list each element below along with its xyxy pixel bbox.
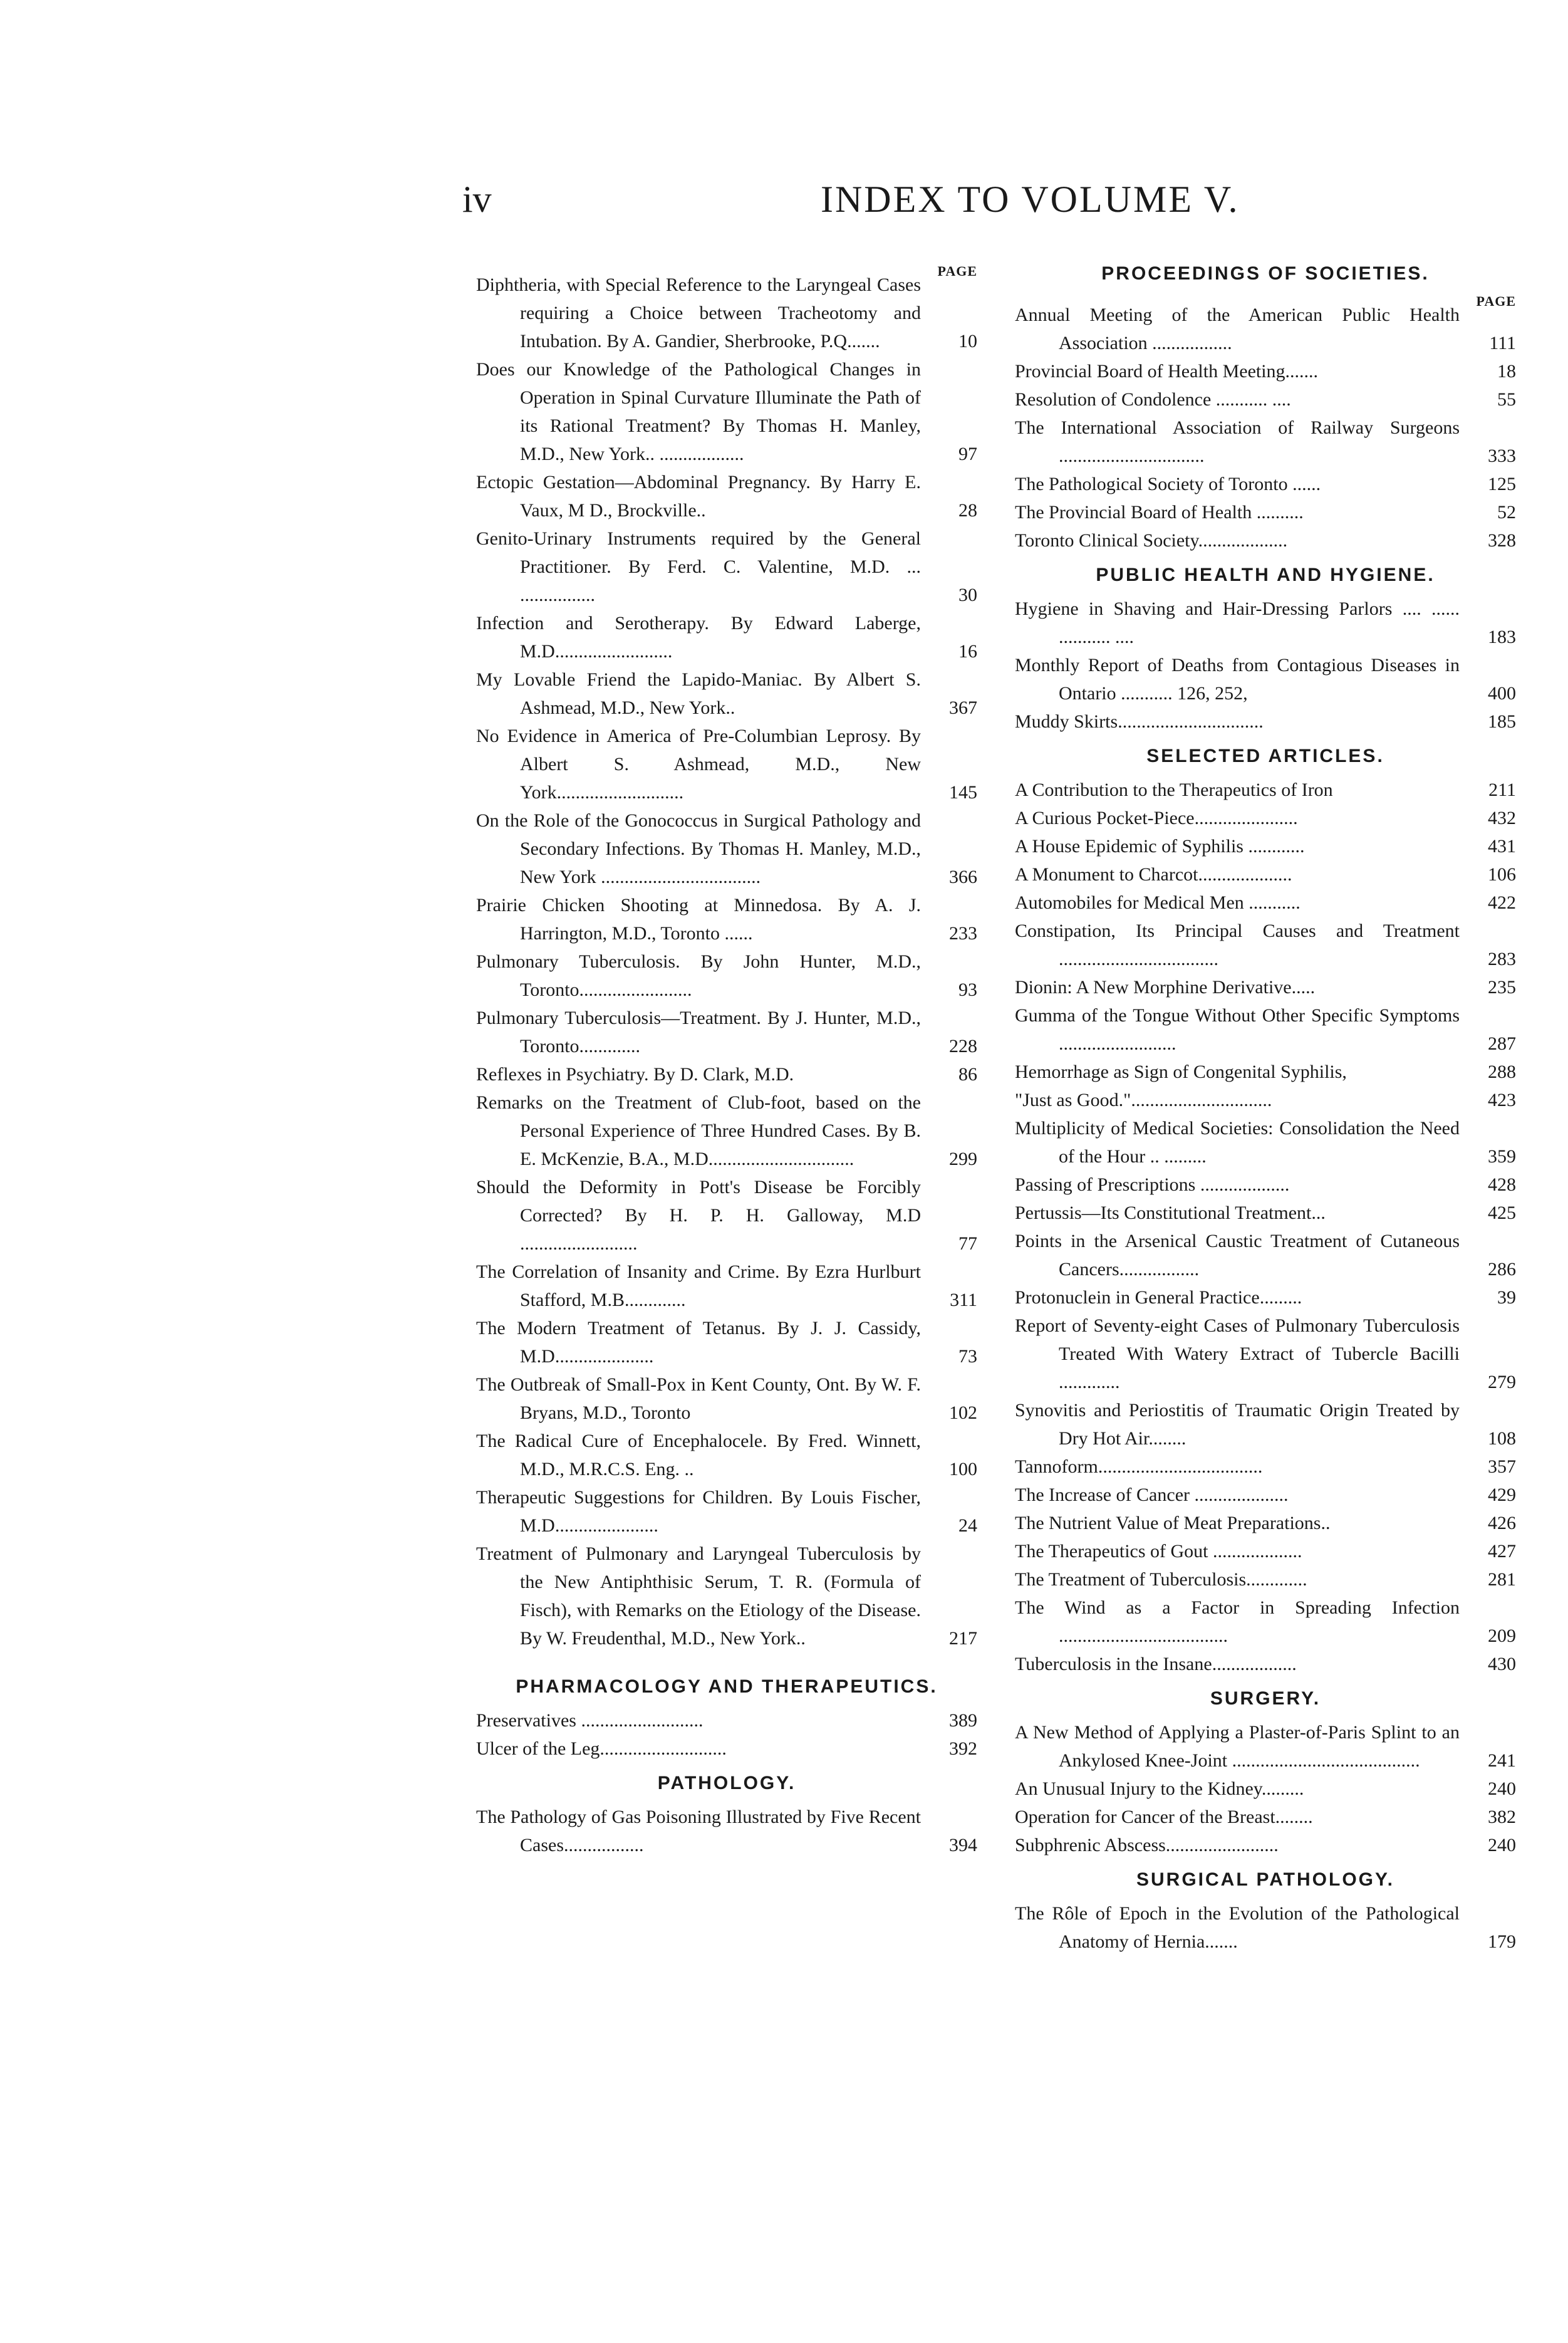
page-column-label-right: PAGE [1476, 293, 1516, 309]
surgery-entries [1015, 1718, 1516, 1859]
index-entry [476, 524, 977, 609]
entry-title: Pulmonary Tuberculosis. By John Hunter, M.D., Toronto........................ [476, 951, 921, 1000]
index-entry [1015, 595, 1516, 651]
index-entry [1015, 1453, 1516, 1481]
entry-title: A Curious Pocket-Piece...................... [1015, 808, 1298, 828]
entry-title: Should the Deformity in Pott's Disease be Forcibly Corrected? By H. P. H. Galloway, M.D ......................... [476, 1177, 921, 1254]
section-heading-pathology: PATHOLOGY. [657, 1773, 796, 1793]
index-entry [1015, 1086, 1516, 1114]
entry-page: 55 [1497, 389, 1516, 410]
index-entry [1015, 414, 1516, 470]
entry-page: 359 [1488, 1146, 1516, 1167]
entry-page: 382 [1488, 1807, 1516, 1827]
entry-title: The Rôle of Epoch in the Evolution of the Pathological Anatomy of Hernia....... [1015, 1903, 1460, 1952]
index-entry [476, 1540, 977, 1652]
entry-page: 425 [1488, 1203, 1516, 1223]
index-entry [1015, 1396, 1516, 1453]
section-heading-public-health: PUBLIC HEALTH AND HYGIENE. [1096, 565, 1435, 585]
entry-title: The Therapeutics of Gout ................... [1015, 1541, 1302, 1562]
entry-title: The Nutrient Value of Meat Preparations.. [1015, 1513, 1331, 1533]
entry-title: Diphtheria, with Special Reference to the Laryngeal Cases requiring a Choice between Tracheotomy and Intubation. By A. Gandier, Sherbrooke, P.Q....... [476, 274, 921, 352]
index-entry [1015, 1283, 1516, 1312]
index-entry [1015, 1831, 1516, 1859]
entry-page: 217 [949, 1628, 977, 1649]
page-column-label: PAGE [937, 263, 977, 279]
section-heading-proceedings: PROCEEDINGS OF SOCIETIES. [1101, 263, 1430, 284]
entry-title: Annual Meeting of the American Public Health Association ................. [1015, 305, 1460, 353]
index-entry [1015, 498, 1516, 526]
entry-page: 422 [1488, 892, 1516, 913]
entry-title: Tannoform................................... [1015, 1456, 1263, 1477]
left-entries [476, 271, 977, 1652]
index-entry [476, 1314, 977, 1370]
index-entry [476, 1483, 977, 1540]
entry-title: The Radical Cure of Encephalocele. By Fred. Winnett, M.D., M.R.C.S. Eng. .. [476, 1431, 921, 1479]
index-entry [1015, 357, 1516, 385]
entry-page: 73 [958, 1346, 977, 1367]
index-entry [1015, 1312, 1516, 1396]
section-heading-surgery: SURGERY. [1210, 1688, 1321, 1709]
index-entry [476, 1173, 977, 1258]
entry-page: 392 [949, 1738, 977, 1759]
entry-title: Constipation, Its Principal Causes and Treatment .................................. [1015, 921, 1460, 969]
entry-title: The International Association of Railway Surgeons ............................... [1015, 417, 1460, 466]
index-entry [1015, 1171, 1516, 1199]
index-entry [1015, 776, 1516, 804]
entry-title: Muddy Skirts............................... [1015, 711, 1264, 732]
section-heading-pharmacology: PHARMACOLOGY AND THERAPEUTICS. [516, 1676, 938, 1697]
index-entry [476, 1706, 977, 1735]
entry-title: Hygiene in Shaving and Hair-Dressing Parlors .... ...... ........... .... [1015, 598, 1460, 647]
entry-page: 389 [949, 1710, 977, 1731]
index-entry [1015, 1199, 1516, 1227]
index-entry [476, 1004, 977, 1060]
entry-page: 367 [949, 697, 977, 718]
entry-page: 233 [949, 923, 977, 944]
entry-page: 125 [1488, 474, 1516, 494]
entry-title: Preservatives .......................... [476, 1710, 704, 1731]
index-entry [476, 355, 977, 468]
pathology-entries [476, 1803, 977, 1859]
entry-page: 77 [958, 1233, 977, 1254]
entry-page: 52 [1497, 502, 1516, 523]
index-entry [476, 722, 977, 806]
entry-page: 432 [1488, 808, 1516, 828]
entry-page: 281 [1488, 1569, 1516, 1590]
entry-page: 30 [958, 585, 977, 605]
entry-page: 179 [1488, 1931, 1516, 1952]
entry-page: 430 [1488, 1654, 1516, 1674]
entry-page: 100 [949, 1459, 977, 1479]
index-entry [1015, 1058, 1516, 1086]
entry-title: The Outbreak of Small-Pox in Kent County, Ont. By W. F. Bryans, M.D., Toronto [476, 1374, 921, 1423]
entry-title: The Treatment of Tuberculosis............. [1015, 1569, 1307, 1590]
entry-title: Dionin: A New Morphine Derivative..... [1015, 977, 1316, 998]
entry-title: Passing of Prescriptions ................... [1015, 1174, 1290, 1195]
entry-title: A House Epidemic of Syphilis ............ [1015, 836, 1305, 857]
entry-page: 333 [1488, 446, 1516, 466]
index-entry [476, 1060, 977, 1088]
index-entry [1015, 1227, 1516, 1283]
entry-page: 394 [949, 1835, 977, 1855]
entry-page: 185 [1488, 711, 1516, 732]
entry-title: Pertussis—Its Constitutional Treatment... [1015, 1203, 1326, 1223]
entry-title: Hemorrhage as Sign of Congenital Syphilis, [1015, 1062, 1347, 1082]
index-entry [476, 609, 977, 665]
page-number: iv [462, 179, 492, 220]
index-entry [1015, 470, 1516, 498]
entry-page: 102 [949, 1402, 977, 1423]
entry-title: The Provincial Board of Health .......... [1015, 502, 1304, 523]
entry-page: 28 [958, 500, 977, 521]
entry-page: 24 [958, 1515, 977, 1536]
entry-title: Reflexes in Psychiatry. By D. Clark, M.D. [476, 1064, 794, 1085]
entry-page: 240 [1488, 1778, 1516, 1799]
entry-title: The Increase of Cancer .................... [1015, 1485, 1289, 1505]
entry-page: 287 [1488, 1033, 1516, 1054]
entry-page: 241 [1488, 1750, 1516, 1771]
index-entry [1015, 832, 1516, 860]
index-entry [476, 1803, 977, 1859]
index-entry [1015, 1775, 1516, 1803]
page-title: INDEX TO VOLUME V. [821, 179, 1240, 220]
index-entry [1015, 651, 1516, 707]
entry-page: 108 [1488, 1428, 1516, 1449]
index-entry [1015, 1114, 1516, 1171]
index-entry [476, 1370, 977, 1427]
entry-title: A Contribution to the Therapeutics of Iron [1015, 780, 1333, 800]
entry-title: On the Role of the Gonococcus in Surgical Pathology and Secondary Infections. By Thomas H. Manley, M.D., New York .................................. [476, 810, 921, 887]
entry-page: 428 [1488, 1174, 1516, 1195]
entry-page: 183 [1488, 627, 1516, 647]
index-entry [1015, 707, 1516, 736]
index-entry [1015, 1001, 1516, 1058]
entry-title: The Pathological Society of Toronto ...... [1015, 474, 1321, 494]
index-entry [1015, 889, 1516, 917]
entry-title: A Monument to Charcot.................... [1015, 864, 1292, 885]
right-column [1015, 263, 1516, 1956]
index-entry [1015, 973, 1516, 1001]
index-entry [476, 1735, 977, 1763]
left-column [476, 263, 977, 1859]
entry-page: 311 [950, 1290, 977, 1310]
index-entry [476, 271, 977, 355]
entry-title: Automobiles for Medical Men ........... [1015, 892, 1301, 913]
entry-title: Remarks on the Treatment of Club-foot, based on the Personal Experience of Three Hundred Cases. By B. E. McKenzie, B.A., M.D............................... [476, 1092, 921, 1169]
entry-page: 328 [1488, 530, 1516, 551]
index-entry [1015, 804, 1516, 832]
index-entry [476, 468, 977, 524]
entry-title: An Unusual Injury to the Kidney......... [1015, 1778, 1304, 1799]
entry-page: 86 [958, 1064, 977, 1085]
index-entry [476, 806, 977, 891]
entry-page: 240 [1488, 1835, 1516, 1855]
entry-title: Toronto Clinical Society................... [1015, 530, 1288, 551]
entry-page: 10 [958, 331, 977, 352]
entry-title: The Wind as a Factor in Spreading Infection .................................... [1015, 1597, 1460, 1646]
entry-title: Provincial Board of Health Meeting....... [1015, 361, 1319, 382]
entry-title: No Evidence in America of Pre-Columbian Leprosy. By Albert S. Ashmead, M.D., New York........................... [476, 726, 921, 803]
entry-title: Infection and Serotherapy. By Edward Laberge, M.D......................... [476, 613, 921, 662]
index-entry [476, 665, 977, 722]
index-entry [476, 947, 977, 1004]
entry-page: 106 [1488, 864, 1516, 885]
index-entry [1015, 1899, 1516, 1956]
index-entry [1015, 917, 1516, 973]
entry-title: Points in the Arsenical Caustic Treatment of Cutaneous Cancers................. [1015, 1231, 1460, 1280]
entry-page: 235 [1488, 977, 1516, 998]
index-entry [476, 891, 977, 947]
index-entry [1015, 1650, 1516, 1678]
index-entry [476, 1427, 977, 1483]
entry-page: 228 [949, 1036, 977, 1057]
entry-title: Treatment of Pulmonary and Laryngeal Tuberculosis by the New Antiphthisic Serum, T. R. (Formula of Fisch), with Remarks on the Etiology of the Disease. By W. Freudenthal, M.D., New York.. [476, 1543, 921, 1649]
index-entry [476, 1088, 977, 1173]
index-entry [1015, 1803, 1516, 1831]
entry-page: 97 [958, 444, 977, 464]
entry-page: 426 [1488, 1513, 1516, 1533]
entry-page: 286 [1488, 1259, 1516, 1280]
entry-title: A New Method of Applying a Plaster-of-Paris Splint to an Ankylosed Knee-Joint ........................................ [1015, 1722, 1460, 1771]
entry-page: 431 [1488, 836, 1516, 857]
entry-page: 423 [1488, 1090, 1516, 1110]
entry-title: Operation for Cancer of the Breast........ [1015, 1807, 1313, 1827]
index-entry [1015, 385, 1516, 414]
index-entry [1015, 1537, 1516, 1565]
entry-title: Prairie Chicken Shooting at Minnedosa. By A. J. Harrington, M.D., Toronto ...... [476, 895, 921, 944]
entry-page: 18 [1497, 361, 1516, 382]
entry-page: 209 [1488, 1625, 1516, 1646]
entry-title: Ectopic Gestation—Abdominal Pregnancy. By Harry E. Vaux, M D., Brockville.. [476, 472, 921, 521]
public-health-entries [1015, 595, 1516, 736]
entry-title: Synovitis and Periostitis of Traumatic Origin Treated by Dry Hot Air........ [1015, 1400, 1460, 1449]
entry-page: 427 [1488, 1541, 1516, 1562]
entry-title: "Just as Good.".............................. [1015, 1090, 1272, 1110]
entry-title: Multiplicity of Medical Societies: Consolidation the Need of the Hour .. ......... [1015, 1118, 1460, 1167]
index-entry [1015, 1718, 1516, 1775]
entry-title: Genito-Urinary Instruments required by the General Practitioner. By Ferd. C. Valentine, M.D. ... ................ [476, 528, 921, 605]
entry-title: Subphrenic Abscess........................ [1015, 1835, 1279, 1855]
section-heading-surgical-pathology: SURGICAL PATHOLOGY. [1136, 1869, 1395, 1890]
entry-title: The Pathology of Gas Poisoning Illustrated by Five Recent Cases................. [476, 1807, 921, 1855]
entry-title: Therapeutic Suggestions for Children. By Louis Fischer, M.D...................... [476, 1487, 921, 1536]
index-entry [1015, 860, 1516, 889]
pharmacology-entries [476, 1706, 977, 1763]
entry-page: 145 [949, 782, 977, 803]
entry-title: Pulmonary Tuberculosis—Treatment. By J. Hunter, M.D., Toronto............. [476, 1008, 921, 1057]
index-entry [1015, 1509, 1516, 1537]
entry-title: Monthly Report of Deaths from Contagious Diseases in Ontario ........... 126, 252, [1015, 655, 1460, 704]
entry-page: 16 [958, 641, 977, 662]
index-entry [1015, 526, 1516, 555]
entry-title: Ulcer of the Leg........................... [476, 1738, 727, 1759]
entry-page: 283 [1488, 949, 1516, 969]
index-entry [1015, 1481, 1516, 1509]
entry-page: 357 [1488, 1456, 1516, 1477]
entry-title: Gumma of the Tongue Without Other Specific Symptoms ......................... [1015, 1005, 1460, 1054]
index-entry [1015, 1594, 1516, 1650]
entry-title: My Lovable Friend the Lapido-Maniac. By Albert S. Ashmead, M.D., New York.. [476, 669, 921, 718]
selected-articles-entries [1015, 776, 1516, 1678]
index-entry [1015, 1565, 1516, 1594]
entry-title: Tuberculosis in the Insane.................. [1015, 1654, 1297, 1674]
entry-title: The Modern Treatment of Tetanus. By J. J. Cassidy, M.D..................... [476, 1318, 921, 1367]
entry-title: The Correlation of Insanity and Crime. By Ezra Hurlburt Stafford, M.B............. [476, 1261, 921, 1310]
entry-page: 279 [1488, 1372, 1516, 1392]
section-heading-selected: SELECTED ARTICLES. [1146, 746, 1384, 766]
entry-page: 211 [1488, 780, 1516, 800]
entry-title: Resolution of Condolence ........... .... [1015, 389, 1291, 410]
entry-page: 400 [1488, 683, 1516, 704]
entry-page: 288 [1488, 1062, 1516, 1082]
entry-page: 366 [949, 867, 977, 887]
index-entry [476, 1258, 977, 1314]
index-entry [1015, 301, 1516, 357]
entry-title: Does our Knowledge of the Pathological Changes in Operation in Spinal Curvature Illuminate the Path of its Rational Treatment? By Thomas H. Manley, M.D., New York.. .................. [476, 359, 921, 464]
entry-page: 39 [1497, 1287, 1516, 1308]
proceedings-entries [1015, 301, 1516, 555]
entry-page: 93 [958, 979, 977, 1000]
entry-title: Protonuclein in General Practice......... [1015, 1287, 1302, 1308]
entry-page: 111 [1489, 333, 1516, 353]
entry-title: Report of Seventy-eight Cases of Pulmonary Tuberculosis Treated With Watery Extract of Tubercle Bacilli ............. [1015, 1315, 1460, 1392]
entry-page: 429 [1488, 1485, 1516, 1505]
entry-page: 299 [949, 1149, 977, 1169]
surgical-pathology-entries [1015, 1899, 1516, 1956]
